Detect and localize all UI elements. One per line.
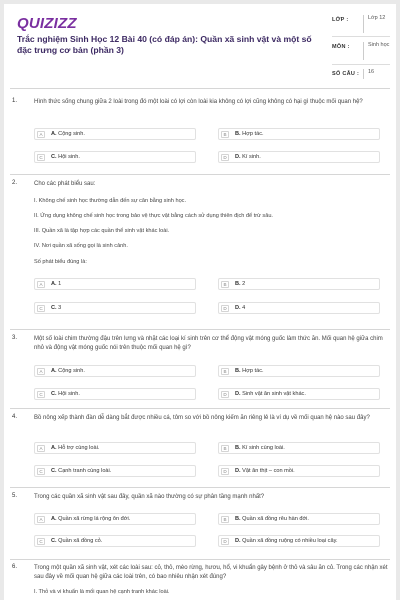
option-letter: B (221, 445, 229, 452)
option-letter: B (221, 516, 229, 523)
meta-class-value: Lớp 12 (363, 15, 390, 33)
statement-3: III. Quần xã là tập hợp các quần thể sinh vật khác loài. (34, 228, 170, 234)
statement-4: IV. Nơi quần xã sống gọi là sinh cảnh. (34, 243, 128, 249)
option-letter: B (221, 281, 229, 288)
worksheet-header (4, 4, 396, 86)
option-b[interactable]: B B. Kí sinh cùng loài. (218, 442, 380, 454)
worksheet-meta (332, 15, 390, 77)
meta-divider (332, 36, 390, 37)
worksheet-title: Trắc nghiệm Sinh Học 12 Bài 40 (có đáp án): Quần xã sinh vật và một số đặc trưng cơ bản (phần 3) (17, 34, 312, 55)
option-letter: B (221, 368, 229, 375)
option-d[interactable]: D D. 4 (218, 302, 380, 314)
option-letter: A (37, 281, 45, 288)
question-prompt: Số phát biểu đúng là: (34, 259, 87, 265)
option-letter: C (37, 391, 45, 398)
question-divider (10, 174, 390, 175)
question-divider (10, 408, 390, 409)
meta-count (332, 69, 390, 81)
option-a[interactable]: A A. Cộng sinh. (34, 365, 196, 377)
option-letter: D (221, 391, 229, 398)
worksheet-page (4, 4, 396, 600)
option-letter: C (37, 305, 45, 312)
question-divider (10, 487, 390, 488)
option-a[interactable]: A A. Quần xã rừng lá rộng ôn đới. (34, 513, 196, 525)
option-letter: A (37, 368, 45, 375)
question-2 (12, 180, 390, 325)
meta-class-label: LỚP : (332, 17, 349, 23)
option-letter: D (221, 154, 229, 161)
question-4 (12, 414, 390, 484)
option-b[interactable]: B B. Quần xã đồng rêu hàn đới. (218, 513, 380, 525)
option-d[interactable]: D D. Quần xã đồng ruộng có nhiều loại cây. (218, 535, 380, 547)
question-text: Trong các quần xã sinh vật sau đây, quần xã nào thường có sự phân tầng mạnh nhất? (34, 494, 265, 500)
question-number: 2. (12, 180, 18, 186)
option-d[interactable]: D D. Vật ăn thịt – con mồi. (218, 465, 380, 477)
option-letter: D (221, 468, 229, 475)
option-b[interactable]: B B. Hợp tác. (218, 128, 380, 140)
option-d[interactable]: D D. Kí sinh. (218, 151, 380, 163)
meta-count-value: 16 (363, 69, 390, 79)
option-letter: B (221, 131, 229, 138)
meta-subject (332, 42, 390, 62)
statement-2: II. Ứng dụng không chế sinh học trong bảo vệ thực vật bằng cách sử dụng thiên địch để trừ sâu. (34, 213, 273, 219)
option-b[interactable]: B B. Hợp tác. (218, 365, 380, 377)
question-number: 5. (12, 493, 18, 499)
question-5 (12, 493, 390, 555)
statement-1: I. Không chế sinh học thường dẫn đến sự cân bằng sinh học. (34, 198, 187, 204)
option-a[interactable]: A A. Cộng sinh. (34, 128, 196, 140)
option-letter: D (221, 305, 229, 312)
question-3 (12, 335, 390, 405)
option-letter: C (37, 538, 45, 545)
option-b[interactable]: B B. 2 (218, 278, 380, 290)
question-number: 1. (12, 98, 18, 104)
option-d[interactable]: D D. Sinh vật ăn sinh vật khác. (218, 388, 380, 400)
question-number: 3. (12, 335, 18, 341)
option-c[interactable]: C C. 3 (34, 302, 196, 314)
question-number: 6. (12, 564, 18, 570)
option-letter: A (37, 131, 45, 138)
question-divider (10, 559, 390, 560)
quizizz-logo[interactable]: QUIZIZZ (17, 15, 77, 32)
question-divider (10, 329, 390, 330)
meta-class (332, 15, 390, 35)
statement-1: I. Thỏ và vi khuẩn là mối quan hệ cạnh tranh khác loài. (34, 589, 170, 595)
question-text: Hình thức sống chung giữa 2 loài trong đó một loài có lợi còn loài kia không có lợi cũng không có hại gì thuộc mối quan hệ? (34, 99, 363, 105)
option-c[interactable]: C C. Cạnh tranh cùng loài. (34, 465, 196, 477)
header-divider (10, 88, 390, 89)
option-letter: A (37, 445, 45, 452)
option-c[interactable]: C C. Quần xã đồng cỏ. (34, 535, 196, 547)
question-text: Một số loài chim thường đậu trên lưng và nhặt các loại kí sinh trên cơ thể động vật móng guốc làm thức ăn. Mối quan hệ giữa chim nhỏ và động vật móng guốc nói trên thuộc mối quan hệ gì? (34, 336, 383, 351)
question-number: 4. (12, 414, 18, 420)
option-letter: D (221, 538, 229, 545)
option-letter: C (37, 154, 45, 161)
meta-count-label: SỐ CÂU : (332, 71, 360, 77)
question-1 (12, 98, 390, 168)
question-text: Cho các phát biểu sau: (34, 181, 96, 187)
option-letter: A (37, 516, 45, 523)
question-text: Trong một quần xã sinh vật, xét các loài sau: cỏ, thỏ, mèo rừng, hươu, hổ, vi khuẩn gây bệnh ở thỏ và sâu ăn cỏ. Trong các nhận xét sau đây về mối quan hệ giữa các loài trên, có bao nhiêu nhận xét đúng? (34, 565, 388, 580)
question-6 (12, 564, 390, 600)
option-c[interactable]: C C. Hội sinh. (34, 388, 196, 400)
meta-subject-value: Sinh học (363, 42, 390, 60)
meta-subject-label: MÔN : (332, 44, 350, 50)
question-text: Bồ nông xếp thành đàn dễ dàng bắt được nhiều cá, tôm so với bồ nông kiếm ăn riêng lẻ là ví dụ về mối quan hệ nào sau đây? (34, 415, 370, 421)
option-letter: C (37, 468, 45, 475)
meta-divider (332, 64, 390, 65)
option-c[interactable]: C C. Hội sinh. (34, 151, 196, 163)
option-a[interactable]: A A. 1 (34, 278, 196, 290)
option-a[interactable]: A A. Hỗ trợ cùng loài. (34, 442, 196, 454)
